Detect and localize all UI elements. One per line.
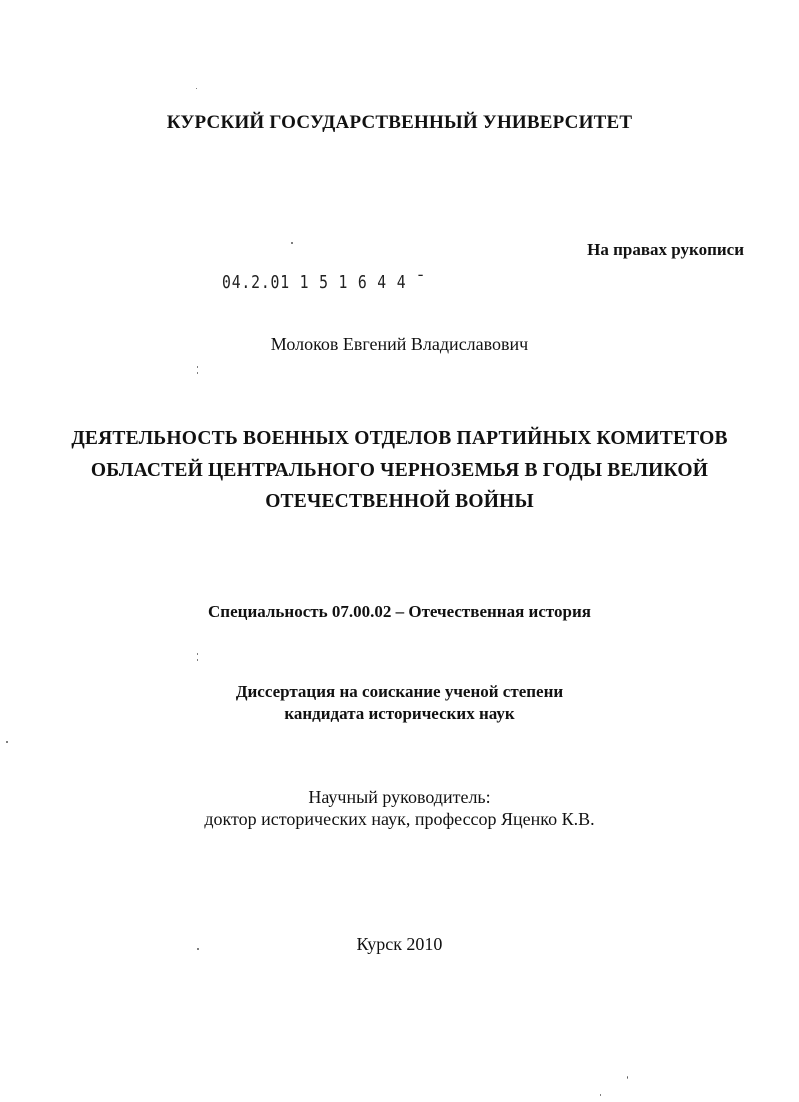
manuscript-rights-note: На правах рукописи <box>587 240 744 259</box>
scan-speck <box>291 242 293 244</box>
scan-speck <box>197 372 198 374</box>
university-name: КУРСКИЙ ГОСУДАРСТВЕННЫЙ УНИВЕРСИТЕТ <box>166 112 633 133</box>
scan-speck <box>197 659 198 661</box>
author-name: Молоков Евгений Владиславович <box>270 334 529 354</box>
dissertation-title-line: ОТЕЧЕСТВЕННОЙ ВОЙНЫ <box>265 491 534 512</box>
scan-speck <box>197 653 198 655</box>
scan-speck <box>197 366 198 368</box>
scan-speck <box>600 1094 601 1096</box>
dissertation-title-line: ДЕЯТЕЛЬНОСТЬ ВОЕННЫХ ОТДЕЛОВ ПАРТИЙНЫХ КОМИТЕТОВ <box>71 428 728 449</box>
degree-statement-line: Диссертация на соискание ученой степени <box>235 682 564 701</box>
scan-speck <box>6 741 8 743</box>
specialty: Специальность 07.00.02 – Отечественная история <box>208 602 591 621</box>
advisor-name: доктор исторических наук, профессор Яценко К.В. <box>204 809 595 829</box>
scan-speck <box>627 1076 628 1079</box>
advisor-label: Научный руководитель: <box>308 787 491 807</box>
scan-speck <box>197 948 199 950</box>
city-year: Курск 2010 <box>356 934 443 954</box>
dissertation-title-line: ОБЛАСТЕЙ ЦЕНТРАЛЬНОГО ЧЕРНОЗЕМЬЯ В ГОДЫ ВЕЛИКОЙ <box>90 460 709 481</box>
registry-number-stamp: 04.2.01 1 5 1 6 4 4 ¯ <box>222 272 426 293</box>
degree-statement-line: кандидата исторических наук <box>284 704 515 723</box>
scan-speck <box>196 88 197 89</box>
